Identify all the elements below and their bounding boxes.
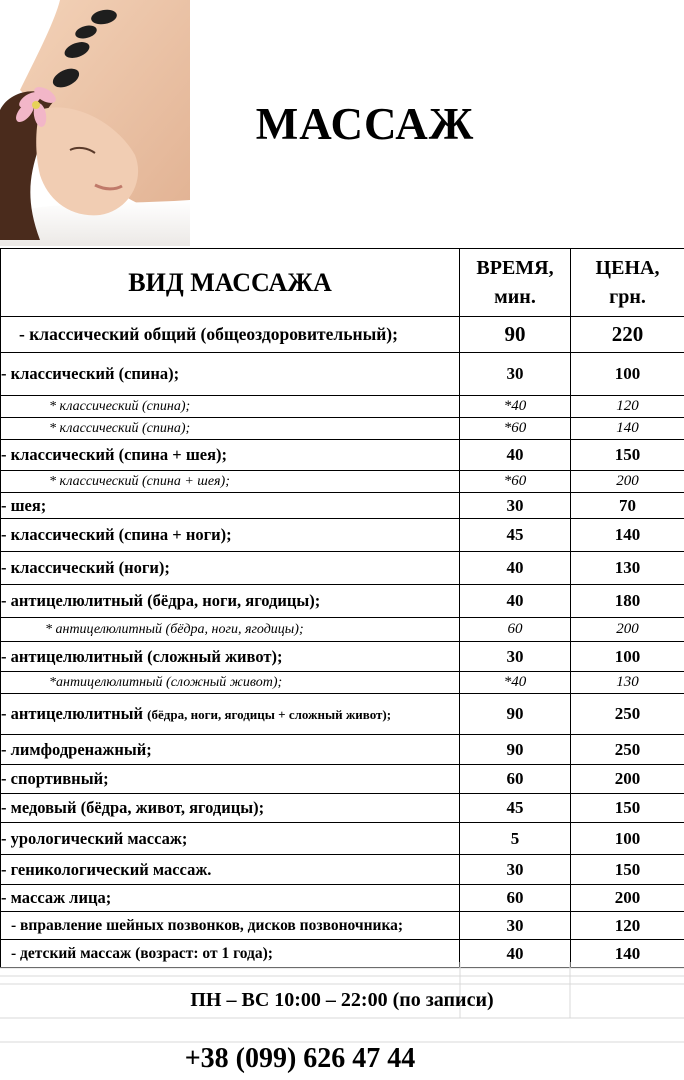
header-price-label: ЦЕНА,	[595, 256, 660, 279]
row-price: 120	[571, 396, 684, 418]
row-time: 30	[460, 353, 571, 396]
row-time: 40	[460, 585, 571, 618]
row-time: 60	[460, 618, 571, 642]
row-time: 90	[460, 735, 571, 765]
row-name: - антицелюлитный (бёдра, ноги, ягодицы);	[1, 585, 460, 618]
row-price: 100	[571, 642, 684, 672]
table-row	[1, 396, 684, 418]
row-price: 250	[571, 694, 684, 735]
row-price: 120	[571, 912, 684, 940]
row-price: 140	[571, 940, 684, 968]
row-price: 150	[571, 855, 684, 885]
row-price: 200	[571, 765, 684, 794]
row-name-main: - антицелюлитный	[1, 704, 144, 723]
table-row	[1, 493, 684, 519]
page-title: МАССАЖ	[255, 99, 475, 149]
row-price: 150	[571, 440, 684, 471]
row-price: 180	[571, 585, 684, 618]
row-name: * классический (спина + шея);	[1, 471, 460, 493]
row-time: 30	[460, 912, 571, 940]
row-time: *60	[460, 471, 571, 493]
row-time: 45	[460, 794, 571, 823]
row-name: - классический общий (общеоздоровительный);	[1, 317, 460, 353]
row-time: 30	[460, 642, 571, 672]
row-price: 130	[571, 552, 684, 585]
row-name: - шея;	[1, 493, 460, 519]
row-time: 90	[460, 317, 571, 353]
row-price: 250	[571, 735, 684, 765]
row-price: 100	[571, 823, 684, 855]
row-time: *40	[460, 672, 571, 694]
row-price: 200	[571, 618, 684, 642]
row-name: - вправление шейных позвонков, дисков позвоночника;	[1, 912, 460, 940]
row-time: 40	[460, 552, 571, 585]
row-time: 60	[460, 885, 571, 912]
table-row	[1, 317, 684, 353]
row-name: * антицелюлитный (бёдра, ноги, ягодицы);	[1, 618, 460, 642]
row-price: 200	[571, 885, 684, 912]
header-time-unit: мин.	[494, 285, 536, 308]
table-row	[1, 519, 684, 552]
table-row	[1, 440, 684, 471]
header-time-label: ВРЕМЯ,	[476, 256, 554, 279]
table-row	[1, 585, 684, 618]
row-name: * классический (спина);	[1, 418, 460, 440]
table-row	[1, 855, 684, 885]
table-row	[1, 642, 684, 672]
header-price-unit: грн.	[609, 285, 646, 308]
row-price: 100	[571, 353, 684, 396]
row-price: 70	[571, 493, 684, 519]
header-price	[571, 249, 684, 317]
table-row	[1, 672, 684, 694]
row-name: - классический (спина + ноги);	[1, 519, 460, 552]
header-time	[460, 249, 571, 317]
table-row	[1, 885, 684, 912]
row-name: - медовый (бёдра, живот, ягодицы);	[1, 794, 460, 823]
row-price: 220	[571, 317, 684, 353]
row-price: 140	[571, 418, 684, 440]
row-price: 140	[571, 519, 684, 552]
massage-photo	[0, 0, 190, 246]
row-time: *60	[460, 418, 571, 440]
row-price: 150	[571, 794, 684, 823]
row-time: 40	[460, 440, 571, 471]
table-row	[1, 794, 684, 823]
table-row	[1, 694, 684, 735]
row-name: *антицелюлитный (сложный живот);	[1, 672, 460, 694]
row-name-detail: (бёдра, ноги, ягодицы + сложный живот);	[147, 707, 392, 722]
table-row	[1, 552, 684, 585]
table-row	[1, 618, 684, 642]
row-name: - лимфодренажный;	[1, 735, 460, 765]
table-row	[1, 471, 684, 493]
row-name: - массаж лица;	[1, 885, 460, 912]
row-price: 130	[571, 672, 684, 694]
table-row	[1, 735, 684, 765]
phone-number: +38 (099) 626 47 44	[184, 1043, 416, 1074]
table-row	[1, 765, 684, 794]
header-massage-type: ВИД МАССАЖА	[1, 249, 460, 317]
row-time: 5	[460, 823, 571, 855]
table-row	[1, 940, 684, 968]
header	[0, 0, 684, 248]
row-time: 90	[460, 694, 571, 735]
row-name: - классический (спина);	[1, 353, 460, 396]
row-time: *40	[460, 396, 571, 418]
table-row	[1, 353, 684, 396]
row-price: 200	[571, 471, 684, 493]
row-name: - урологический массаж;	[1, 823, 460, 855]
table-row	[1, 912, 684, 940]
row-time: 45	[460, 519, 571, 552]
row-name: - спортивный;	[1, 765, 460, 794]
row-name: - детский массаж (возраст: от 1 года);	[1, 940, 460, 968]
row-name: - классический (спина + шея);	[1, 440, 460, 471]
row-name: - антицелюлитный (сложный живот);	[1, 642, 460, 672]
row-time: 30	[460, 855, 571, 885]
row-name	[1, 694, 460, 735]
working-hours: ПН – ВС 10:00 – 22:00 (по записи)	[190, 989, 494, 1011]
table-header-row	[1, 249, 684, 317]
table-row	[1, 418, 684, 440]
row-name: * классический (спина);	[1, 396, 460, 418]
row-time: 60	[460, 765, 571, 794]
table-row	[1, 823, 684, 855]
row-time: 30	[460, 493, 571, 519]
price-table	[0, 248, 684, 968]
row-name: - классический (ноги);	[1, 552, 460, 585]
row-name: - геникологический массаж.	[1, 855, 460, 885]
row-time: 40	[460, 940, 571, 968]
